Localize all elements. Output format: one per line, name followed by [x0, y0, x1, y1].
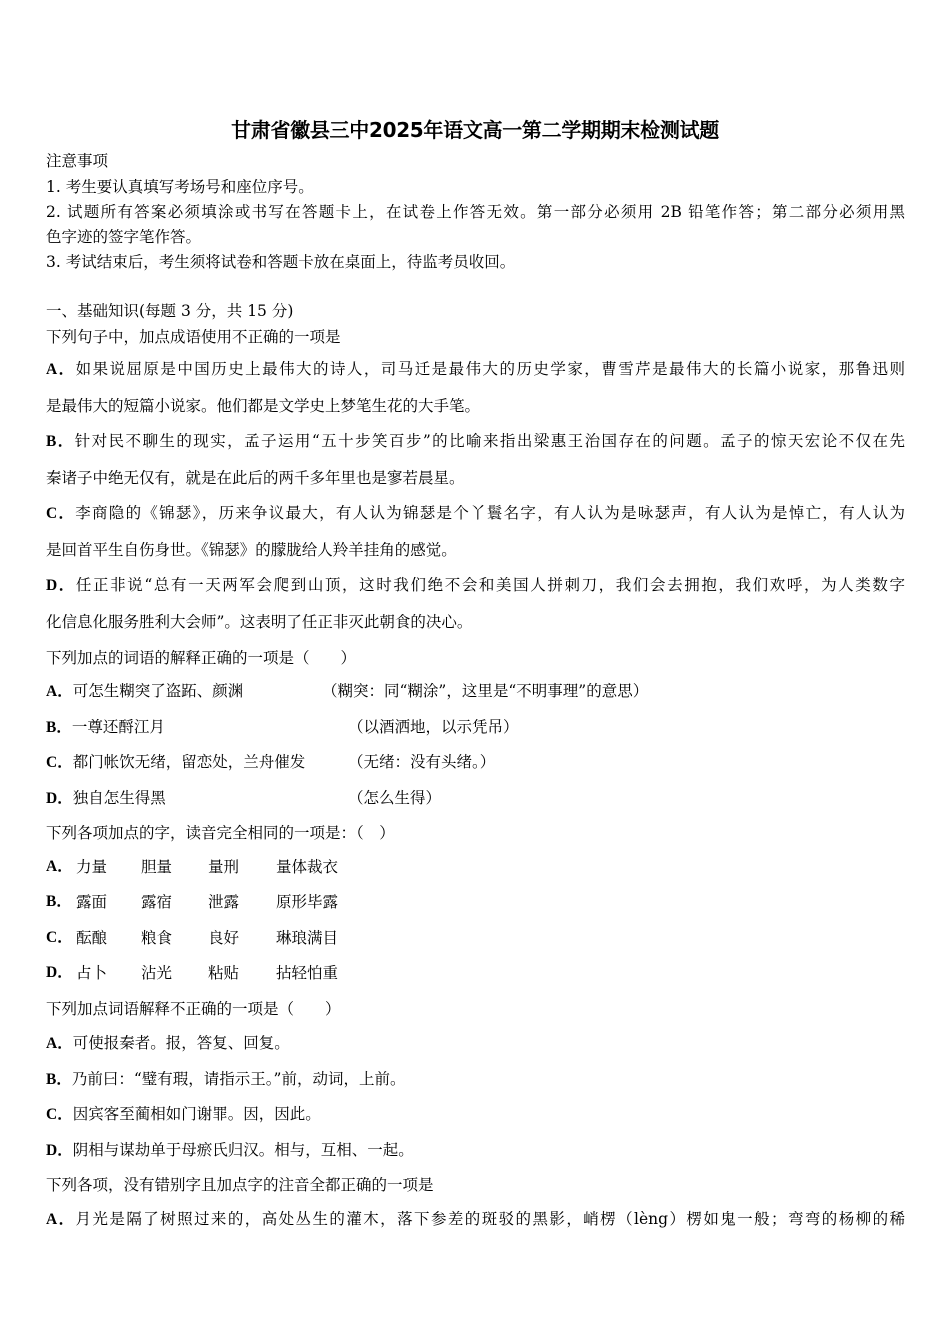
option-line	[46, 752, 305, 773]
option-note: （糊突：同“糊涂”，这里是“不明事理”的意思）	[322, 682, 649, 700]
option-label: C．	[46, 929, 73, 946]
option-line: 化信息化服务胜利大会师”。这表明了任正非灭此朝食的决心。	[46, 613, 473, 631]
option-label: D．	[46, 577, 76, 594]
option-text: 可使报秦者。报，答复、回复。	[72, 1034, 290, 1052]
option-line	[46, 1104, 321, 1125]
option-text: 可怎生糊突了盗跖、颜渊	[72, 682, 244, 700]
option-text: 都门帐饮无绪，留恋处，兰舟催发	[72, 753, 306, 771]
question-stem: 下列各项加点的字，读音完全相同的一项是：（ ）	[46, 824, 395, 842]
option-word: 拈轻怕重	[276, 964, 339, 982]
option-word: 沾光	[141, 964, 173, 982]
option-label: D．	[46, 1142, 73, 1159]
option-label: C．	[46, 1106, 73, 1123]
section-heading: 一、基础知识(每题 3 分，共 15 分)	[46, 302, 294, 320]
option-line	[46, 1140, 414, 1161]
notice-item: 色字迹的签字笔作答。	[46, 228, 202, 246]
option-line	[46, 359, 905, 380]
option-word: 露面	[76, 893, 108, 911]
notice-item: 2. 试题所有答案必须填涂或书写在答题卡上，在试卷上作答无效。第一部分必须用 2B 铅笔作答；第二部分必须用黑	[46, 203, 905, 221]
option-line	[46, 1033, 290, 1054]
option-label: B．	[46, 719, 72, 736]
option-text: 如果说屈原是中国历史上最伟大的诗人，司马迁是最伟大的历史学家，曹雪芹是最伟大的长篇小说家，那鲁迅则	[75, 360, 905, 378]
option-line: 是回首平生自伤身世。《锦瑟》的朦胧给人羚羊挂角的感觉。	[46, 541, 457, 559]
question-stem: 下列各项，没有错别字且加点字的注音全都正确的一项是	[46, 1176, 434, 1194]
option-word: 酝酿	[76, 929, 108, 947]
option-text: 任正非说“总有一天两军会爬到山顶，这时我们绝不会和美国人拼刺刀，我们会去拥抱，我们欢呼，为人类数字	[75, 576, 905, 594]
option-label: C．	[46, 505, 76, 522]
option-label: A．	[46, 361, 76, 378]
option-word: 良好	[208, 929, 240, 947]
option-line	[46, 1069, 405, 1090]
option-word: 力量	[76, 858, 108, 876]
option-word: 泄露	[208, 893, 240, 911]
option-label: A．	[46, 683, 73, 700]
option-line	[46, 575, 905, 596]
option-line	[46, 431, 905, 452]
notice-heading: 注意事项	[46, 152, 109, 170]
option-text: 李商隐的《锦瑟》，历来争议最大，有人认为锦瑟是个丫鬟名字，有人认为是咏瑟声，有人认为是悼亡，有人认为	[75, 504, 905, 522]
option-word: 粮食	[141, 929, 173, 947]
option-word: 量刑	[208, 858, 240, 876]
option-label: B．	[46, 433, 75, 450]
option-word: 露宿	[141, 893, 173, 911]
page-title: 甘肃省徽县三中2025年语文高一第二学期期末检测试题	[231, 118, 719, 142]
question-stem: 下列句子中，加点成语使用不正确的一项是	[46, 328, 341, 346]
option-word: 胆量	[141, 858, 173, 876]
option-note: （无绪：没有头绪。）	[348, 753, 496, 771]
option-text: 乃前曰：“璧有瑕，请指示王。”前，动词，上前。	[71, 1070, 406, 1088]
option-line	[46, 717, 165, 738]
option-label: A．	[46, 858, 73, 875]
question-stem: 下列加点词语解释不正确的一项是（ ）	[46, 1000, 341, 1018]
option-line	[46, 681, 243, 702]
option-word: 琳琅满目	[276, 929, 339, 947]
option-line	[46, 1209, 905, 1230]
option-word: 粘贴	[208, 964, 240, 982]
option-label: B．	[46, 893, 72, 910]
option-text: 阴相与谋劫单于母瘀氏归汉。相与，互相、一起。	[72, 1141, 414, 1159]
option-label: D．	[46, 964, 73, 981]
option-word: 原形毕露	[276, 893, 339, 911]
option-text: 针对民不聊生的现实，孟子运用“五十步笑百步”的比喻来指出梁惠王治国存在的问题。孟子的惊天宏论不仅在先	[74, 432, 905, 450]
option-note: （以酒洒地，以示凭吊）	[348, 718, 519, 736]
option-label: A．	[46, 1035, 73, 1052]
option-label: A．	[46, 1211, 76, 1228]
option-label: C．	[46, 754, 73, 771]
option-label: B．	[46, 1071, 72, 1088]
option-line: 秦诸子中绝无仅有，就是在此后的两千多年里也是寥若晨星。	[46, 469, 465, 487]
option-text: 一尊还酹江月	[71, 718, 165, 736]
option-line	[46, 503, 905, 524]
option-text: 月光是隔了树照过来的，高处丛生的灌木，落下参差的斑驳的黑影，峭楞（lèng）楞如鬼一般；弯弯的杨柳的稀	[75, 1210, 905, 1228]
option-text: 独自怎生得黑	[72, 789, 166, 807]
option-word: 量体裁衣	[276, 858, 339, 876]
question-stem: 下列加点的词语的解释正确的一项是（ ）	[46, 649, 357, 667]
option-word: 占卜	[76, 964, 108, 982]
option-note: （怎么生得）	[348, 789, 442, 807]
option-label: D．	[46, 790, 73, 807]
option-line	[46, 788, 166, 809]
option-line: 是最伟大的短篇小说家。他们都是文学史上梦笔生花的大手笔。	[46, 397, 481, 415]
option-text: 因宾客至蔺相如门谢罪。因，因此。	[72, 1105, 321, 1123]
notice-item: 3. 考试结束后，考生须将试卷和答题卡放在桌面上，待监考员收回。	[46, 253, 516, 271]
notice-item: 1. 考生要认真填写考场号和座位序号。	[46, 178, 314, 196]
